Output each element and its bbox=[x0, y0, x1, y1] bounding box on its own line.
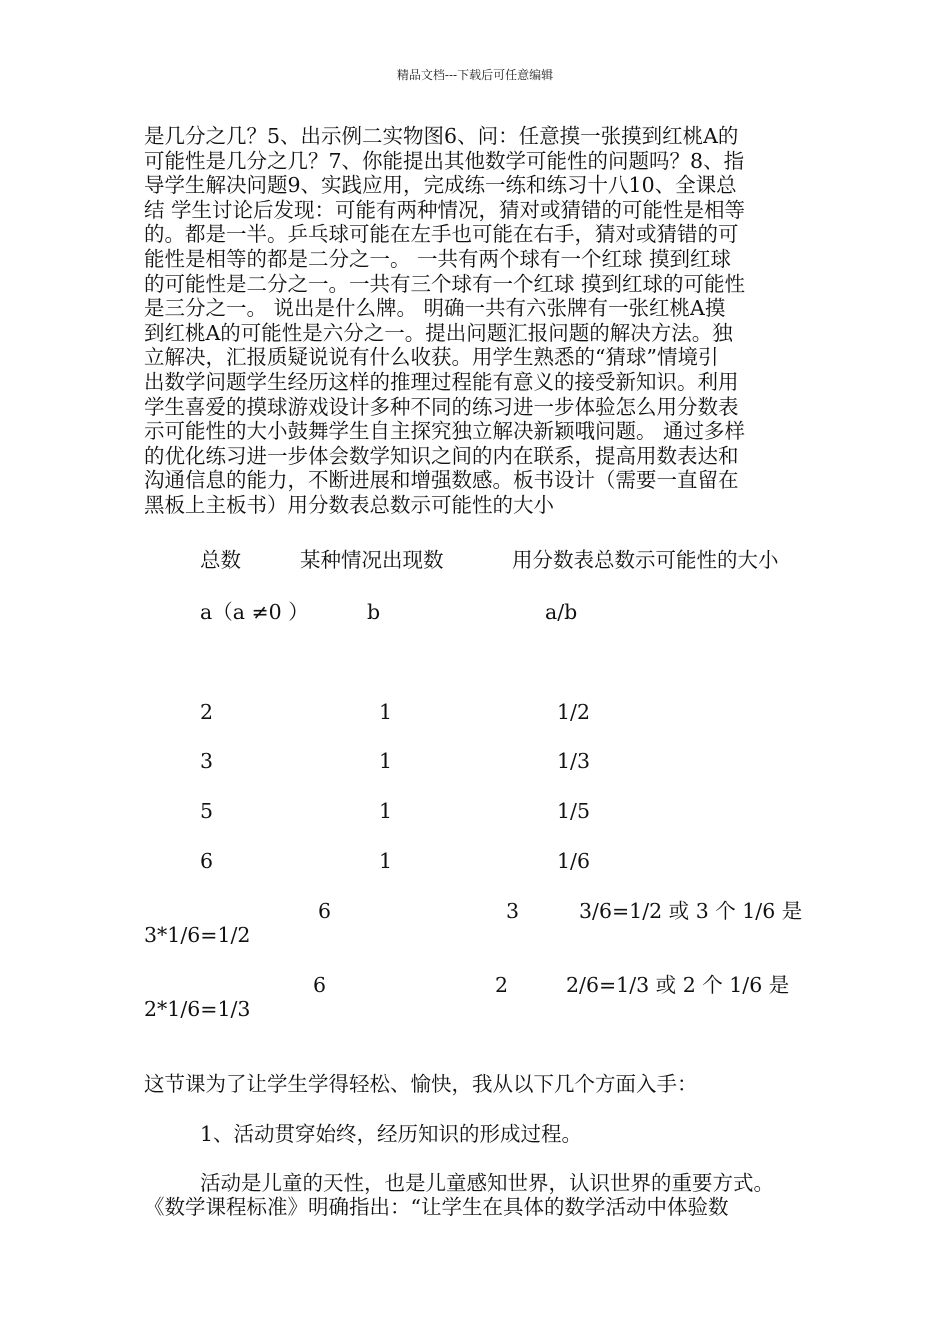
extra-total: 6 bbox=[318, 899, 332, 923]
row-total: 6 bbox=[200, 849, 214, 873]
body-line: 到红桃A的可能性是六分之一。提出问题汇报问题的解决方法。独 bbox=[144, 320, 733, 345]
row-count: 1 bbox=[379, 849, 393, 873]
body-line: 是几分之几？5、出示例二实物图6、问：任意摸一张摸到红桃A的 bbox=[144, 124, 739, 148]
body-line: 出数学问题学生经历这样的推理过程能有意义的接受新知识。利用 bbox=[144, 369, 739, 394]
row-fraction: 1/5 bbox=[557, 799, 590, 823]
header-fraction: 用分数表总数示可能性的大小 bbox=[512, 548, 779, 572]
body-line: 可能性是几分之几？7、你能提出其他数学可能性的问题吗？8、指 bbox=[144, 148, 745, 173]
body-paragraph bbox=[144, 124, 808, 518]
general-fraction: a/b bbox=[545, 600, 578, 624]
header-count: 某种情况出现数 bbox=[300, 548, 444, 572]
body-line: 能性是相等的都是二分之一。 一共有两个球有一个红球 摸到红球 bbox=[144, 246, 732, 271]
closing-point-1: 1、活动贯穿始终，经历知识的形成过程。 bbox=[200, 1122, 583, 1146]
row-fraction: 1/2 bbox=[557, 700, 590, 724]
general-count: b bbox=[367, 600, 381, 624]
body-line: 的优化练习进一步体会数学知识之间的内在联系，提高用数表达和 bbox=[144, 443, 739, 468]
page-header: 精品文档---下载后可任意编辑 bbox=[396, 68, 554, 82]
closing-paragraph-line: 活动是儿童的天性，也是儿童感知世界，认识世界的重要方式。 bbox=[200, 1171, 774, 1195]
body-line: 学生喜爱的摸球游戏设计多种不同的练习进一步体验怎么用分数表 bbox=[144, 394, 739, 419]
extra-count: 3 bbox=[506, 899, 520, 923]
row-count: 1 bbox=[379, 799, 393, 823]
header-total: 总数 bbox=[200, 548, 241, 572]
body-line: 沟通信息的能力，不断进展和增强数感。板书设计（需要一直留在 bbox=[144, 468, 739, 493]
row-count: 1 bbox=[379, 749, 393, 773]
body-line: 结 学生讨论后发现：可能有两种情况，猜对或猜错的可能性是相等 bbox=[144, 197, 746, 222]
body-line: 立解决，汇报质疑说说有什么收获。用学生熟悉的“猜球”情境引 bbox=[144, 345, 719, 370]
extra-expression: 3/6=1/2 或 3 个 1/6 是 bbox=[579, 899, 803, 923]
extra-total: 6 bbox=[313, 973, 327, 997]
body-line: 的。都是一半。乒乓球可能在左手也可能在右手，猜对或猜错的可 bbox=[144, 222, 739, 247]
closing-intro: 这节课为了让学生学得轻松、愉快，我从以下几个方面入手： bbox=[144, 1072, 698, 1096]
row-total: 3 bbox=[200, 749, 214, 773]
body-line: 的可能性是二分之一。一共有三个球有一个红球 摸到红球的可能性 bbox=[144, 271, 746, 296]
closing-paragraph-line: 《数学课程标准》明确指出：“让学生在具体的数学活动中体验数 bbox=[144, 1195, 729, 1219]
extra-count: 2 bbox=[495, 973, 509, 997]
body-line: 黑板上主板书）用分数表总数示可能性的大小 bbox=[144, 492, 554, 517]
row-count: 1 bbox=[379, 700, 393, 724]
extra-expression-wrap: 2*1/6=1/3 bbox=[144, 997, 251, 1021]
row-total: 2 bbox=[200, 700, 214, 724]
extra-expression: 2/6=1/3 或 2 个 1/6 是 bbox=[566, 973, 790, 997]
extra-expression-wrap: 3*1/6=1/2 bbox=[144, 923, 251, 947]
general-total: a（a ≠0 ） bbox=[200, 600, 309, 624]
body-line: 导学生解决问题9、实践应用，完成练一练和练习十八10、全课总 bbox=[144, 173, 737, 198]
body-line: 示可能性的大小鼓舞学生自主探究独立解决新颖哦问题。 通过多样 bbox=[144, 419, 746, 444]
row-total: 5 bbox=[200, 799, 214, 823]
row-fraction: 1/6 bbox=[557, 849, 590, 873]
body-line: 是三分之一。 说出是什么牌。 明确一共有六张牌有一张红桃A摸 bbox=[144, 296, 726, 321]
row-fraction: 1/3 bbox=[557, 749, 590, 773]
